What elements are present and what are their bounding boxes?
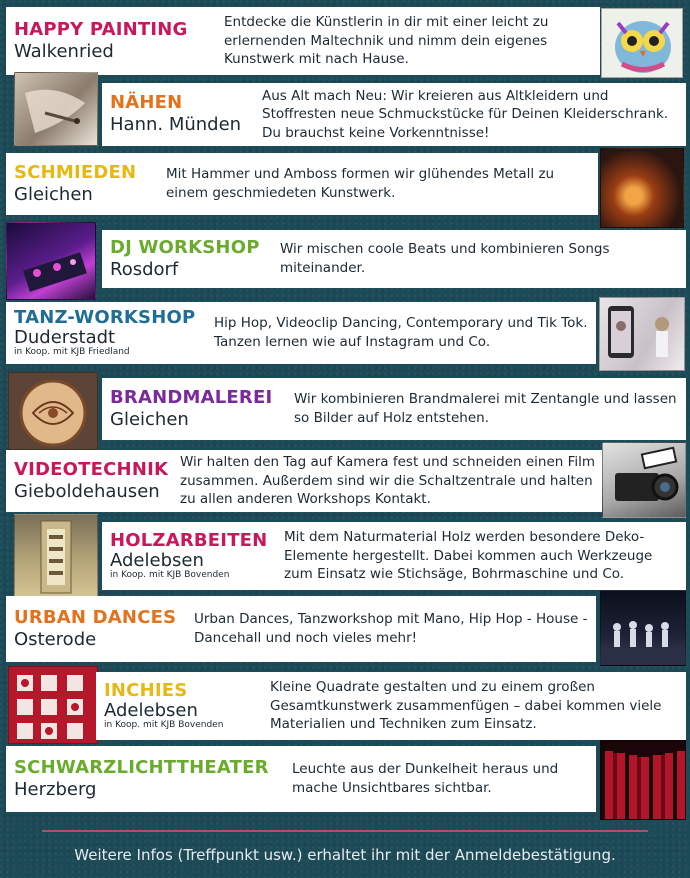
smartphone-dance-photo: [599, 297, 685, 371]
workshop-description: Urban Dances, Tanzworkshop mit Mano, Hip Hop - House - Dancehall und noch vieles mehr!: [194, 611, 588, 646]
inchies-tiles-photo: [8, 666, 98, 744]
workshop-place: Walkenried: [14, 40, 114, 62]
dj-mixer-photo: [6, 222, 96, 300]
cooperation-note: in Koop. mit KJB Friedland: [14, 347, 130, 358]
workshop-title: DJ WORKSHOP: [110, 236, 260, 258]
workshop-place: Hann. Münden: [110, 114, 242, 136]
wood-burning-photo: [8, 372, 98, 450]
owl-painting-photo: [601, 8, 683, 78]
workshop-description: Wir halten den Tag auf Kamera fest und schneiden einen Film zusammen. Außerdem sind wir die Schaltzentrale und halten zu allen anderen Workshops Kontakt.: [180, 454, 596, 508]
workshop-title: SCHWARZLICHTTHEATER: [14, 756, 269, 778]
workshop-place: Gleichen: [14, 183, 93, 205]
workshop-title: TANZ-WORKSHOP: [14, 306, 196, 328]
stage-dancers-photo: [600, 590, 686, 666]
workshop-card: [6, 153, 598, 215]
workshop-place: Gleichen: [110, 408, 189, 430]
cooperation-note: in Koop. mit KJB Bovenden: [104, 720, 224, 731]
forge-photo: [600, 148, 684, 228]
workshop-card: [6, 746, 596, 812]
workshop-title: HOLZARBEITEN: [110, 529, 268, 551]
workshop-place: Gieboldehausen: [14, 480, 160, 502]
workshop-card: [102, 83, 686, 146]
workshop-title: INCHIES: [104, 679, 188, 701]
workshop-place: Rosdorf: [110, 258, 179, 280]
workshop-description: Wir kombinieren Brandmalerei mit Zentangle und lassen so Bilder auf Holz entstehen.: [294, 391, 677, 426]
workshop-title: VIDEOTECHNIK: [14, 458, 169, 480]
workshop-card: [6, 596, 596, 662]
workshop-place: Adelebsen: [110, 549, 204, 571]
cooperation-note: in Koop. mit KJB Bovenden: [110, 570, 230, 581]
workshop-description: Kleine Quadrate gestalten und zu einem großen Gesamtkunstwerk zusammenfügen – dabei kommen viele Materialien und Techniken zum Einsatz.: [270, 679, 662, 733]
workshop-title: HAPPY PAINTING: [14, 18, 188, 40]
footer-note: Weitere Infos (Treffpunkt usw.) erhaltet ihr mit der Anmeldebestätigung.: [74, 846, 616, 864]
workshop-description: Aus Alt mach Neu: Wir kreieren aus Altkleidern und Stoffresten neue Schmuckstücke für Deinen Kleiderschrank. Du brauchst keine Vorkenntnisse!: [262, 87, 669, 141]
workshop-card: [6, 450, 602, 512]
workshop-description: Wir mischen coole Beats und kombinieren Songs miteinander.: [280, 241, 610, 276]
workshop-title: NÄHEN: [110, 92, 183, 114]
workshop-description: Hip Hop, Videoclip Dancing, Contemporary und Tik Tok. Tanzen lernen wie auf Instagram und Co.: [214, 315, 588, 350]
footer-divider: [42, 830, 648, 832]
workshop-description: Mit dem Naturmaterial Holz werden besondere Deko-Elemente hergestellt. Dabei kommen auch Werkzeuge zum Einsatz wie Stichsäge, Bohrmaschine und Co.: [284, 529, 653, 583]
workshop-card: [96, 672, 686, 740]
workshop-description: Mit Hammer und Amboss formen wir glühendes Metall zu einem geschmiedeten Kunstwerk.: [166, 166, 555, 201]
workshop-title: BRANDMALEREI: [110, 386, 273, 408]
workshop-description: Leuchte aus der Dunkelheit heraus und mache Unsichtbares sichtbar.: [292, 761, 559, 796]
workshop-place: Duderstadt: [14, 326, 116, 348]
workshop-card: [6, 302, 596, 364]
workshop-description: Entdecke die Künstlerin in dir mit einer leicht zu erlernenden Maltechnik und nimm dein eigenes Kunstwerk mit nach Hause.: [224, 14, 549, 68]
sewing-photo: [14, 72, 98, 146]
red-curtain-photo: [600, 740, 686, 820]
workshop-place: Osterode: [14, 628, 97, 650]
workshop-place: Herzberg: [14, 778, 97, 800]
workshop-card: [102, 522, 686, 590]
workshop-title: SCHMIEDEN: [14, 161, 137, 183]
workshop-title: URBAN DANCES: [14, 606, 177, 628]
workshop-card: [102, 378, 686, 440]
workshop-place: Adelebsen: [104, 699, 198, 721]
workshop-card: [102, 230, 686, 288]
home-wood-sign-photo: [14, 514, 98, 598]
video-camera-photo: [602, 442, 686, 518]
workshop-card: [6, 7, 600, 75]
